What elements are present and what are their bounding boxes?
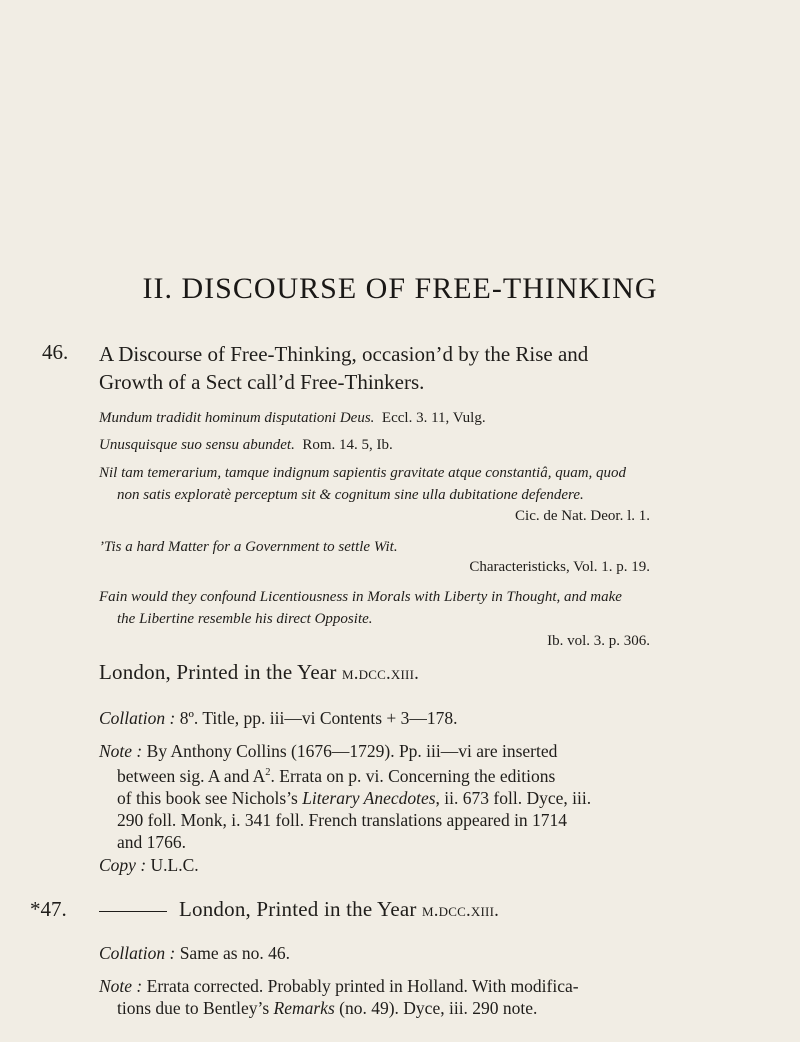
imprint-text: London, Printed in the Year bbox=[99, 660, 342, 684]
motto-5-line2: the Libertine resemble his direct Opposite. bbox=[117, 611, 373, 627]
note-line-3b: , ii. 673 foll. Dyce, iii. bbox=[435, 787, 592, 808]
note-line-3a: of this book see Nichols’s bbox=[117, 787, 303, 808]
motto-4-source: Characteristicks, Vol. 1. p. 19. bbox=[469, 559, 650, 575]
motto-5-line1: Fain would they confound Licentiousness in Morals with Liberty in Thought, and make bbox=[99, 589, 622, 605]
note-line-1 bbox=[99, 740, 679, 762]
note-line-1-text: By Anthony Collins (1676—1729). Pp. iii—vi are inserted bbox=[146, 741, 558, 761]
note-line-2b: (no. 49). Dyce, iii. 290 note. bbox=[334, 998, 538, 1018]
note-line-2b: . Errata on p. vi. Concerning the editions bbox=[270, 765, 556, 786]
note-line-2 bbox=[99, 997, 679, 1019]
motto-3-source: Cic. de Nat. Deor. l. 1. bbox=[515, 508, 650, 524]
note-line-1 bbox=[99, 975, 679, 997]
copy-text: U.L.C. bbox=[150, 855, 199, 875]
note-line-2a: between sig. A and A bbox=[117, 765, 266, 786]
note-line-2 bbox=[99, 762, 679, 787]
collation-text: 8º. Title, pp. iii—vi Contents + 3—178. bbox=[179, 708, 458, 728]
ditto-dash bbox=[99, 911, 167, 912]
motto-2-text: Unusquisque suo sensu abundet. bbox=[99, 437, 295, 453]
motto-2 bbox=[99, 434, 679, 456]
motto-1 bbox=[99, 407, 679, 429]
section-heading: II. DISCOURSE OF FREE-THINKING bbox=[142, 272, 658, 305]
entry-46-copy bbox=[99, 854, 679, 876]
motto-4 bbox=[99, 536, 679, 558]
motto-3-line1: Nil tam temerarium, tamque indignum sapientis gravitate atque constantiâ, quam, quod bbox=[99, 465, 627, 481]
collation-label: Collation : bbox=[99, 708, 176, 728]
entry-46-title-line1: A Discourse of Free-Thinking, occasion’d by the Rise and bbox=[99, 342, 589, 366]
collation-text: Same as no. 46. bbox=[179, 943, 291, 963]
note-line-2a: tions due to Bentley’s bbox=[117, 998, 274, 1018]
imprint-text: London, Printed in the Year bbox=[179, 897, 422, 921]
note-line-5: and 1766. bbox=[117, 831, 187, 852]
motto-3 bbox=[99, 462, 679, 506]
motto-5-source: Ib. vol. 3. p. 306. bbox=[547, 633, 650, 649]
note-line-2-italic: Remarks bbox=[273, 998, 335, 1018]
note-line-1-text: Errata corrected. Probably printed in Holland. With modifica- bbox=[146, 976, 579, 996]
entry-46-imprint bbox=[99, 660, 419, 685]
copy-label: Copy : bbox=[99, 855, 147, 875]
motto-2-source: Rom. 14. 5, Ib. bbox=[302, 437, 393, 453]
imprint-year: m.dcc.xiii. bbox=[342, 663, 420, 684]
imprint-year: m.dcc.xiii. bbox=[422, 900, 500, 921]
collation-label: Collation : bbox=[99, 943, 176, 963]
motto-5 bbox=[99, 586, 679, 630]
entry-47-collation bbox=[99, 942, 679, 964]
entry-47-note bbox=[99, 975, 679, 1019]
entry-46-collation bbox=[99, 707, 679, 729]
motto-1-text: Mundum tradidit hominum disputationi Deus. bbox=[99, 410, 375, 426]
motto-4-text: ’Tis a hard Matter for a Government to settle Wit. bbox=[99, 539, 398, 555]
entry-46-note bbox=[99, 740, 679, 853]
motto-1-source: Eccl. 3. 11, Vulg. bbox=[381, 410, 486, 426]
entry-46-title-line2: Growth of a Sect call’d Free-Thinkers. bbox=[99, 370, 425, 394]
entry-46-number: 46. bbox=[42, 340, 69, 364]
motto-3-line2: non satis exploratè perceptum sit & cognitum sine ulla dubitatione defendere. bbox=[117, 487, 584, 503]
note-label: Note : bbox=[99, 976, 143, 996]
note-line-3 bbox=[99, 787, 679, 809]
entry-46-title bbox=[99, 340, 679, 396]
entry-47-number: *47. bbox=[30, 897, 67, 921]
note-label: Note : bbox=[99, 741, 143, 761]
note-line-4: 290 foll. Monk, i. 341 foll. French translations appeared in 1714 bbox=[117, 809, 568, 830]
note-line-3-italic: Literary Anecdotes bbox=[302, 787, 436, 808]
entry-47-imprint bbox=[99, 897, 499, 922]
note-line-2-sup: 2 bbox=[265, 767, 271, 778]
